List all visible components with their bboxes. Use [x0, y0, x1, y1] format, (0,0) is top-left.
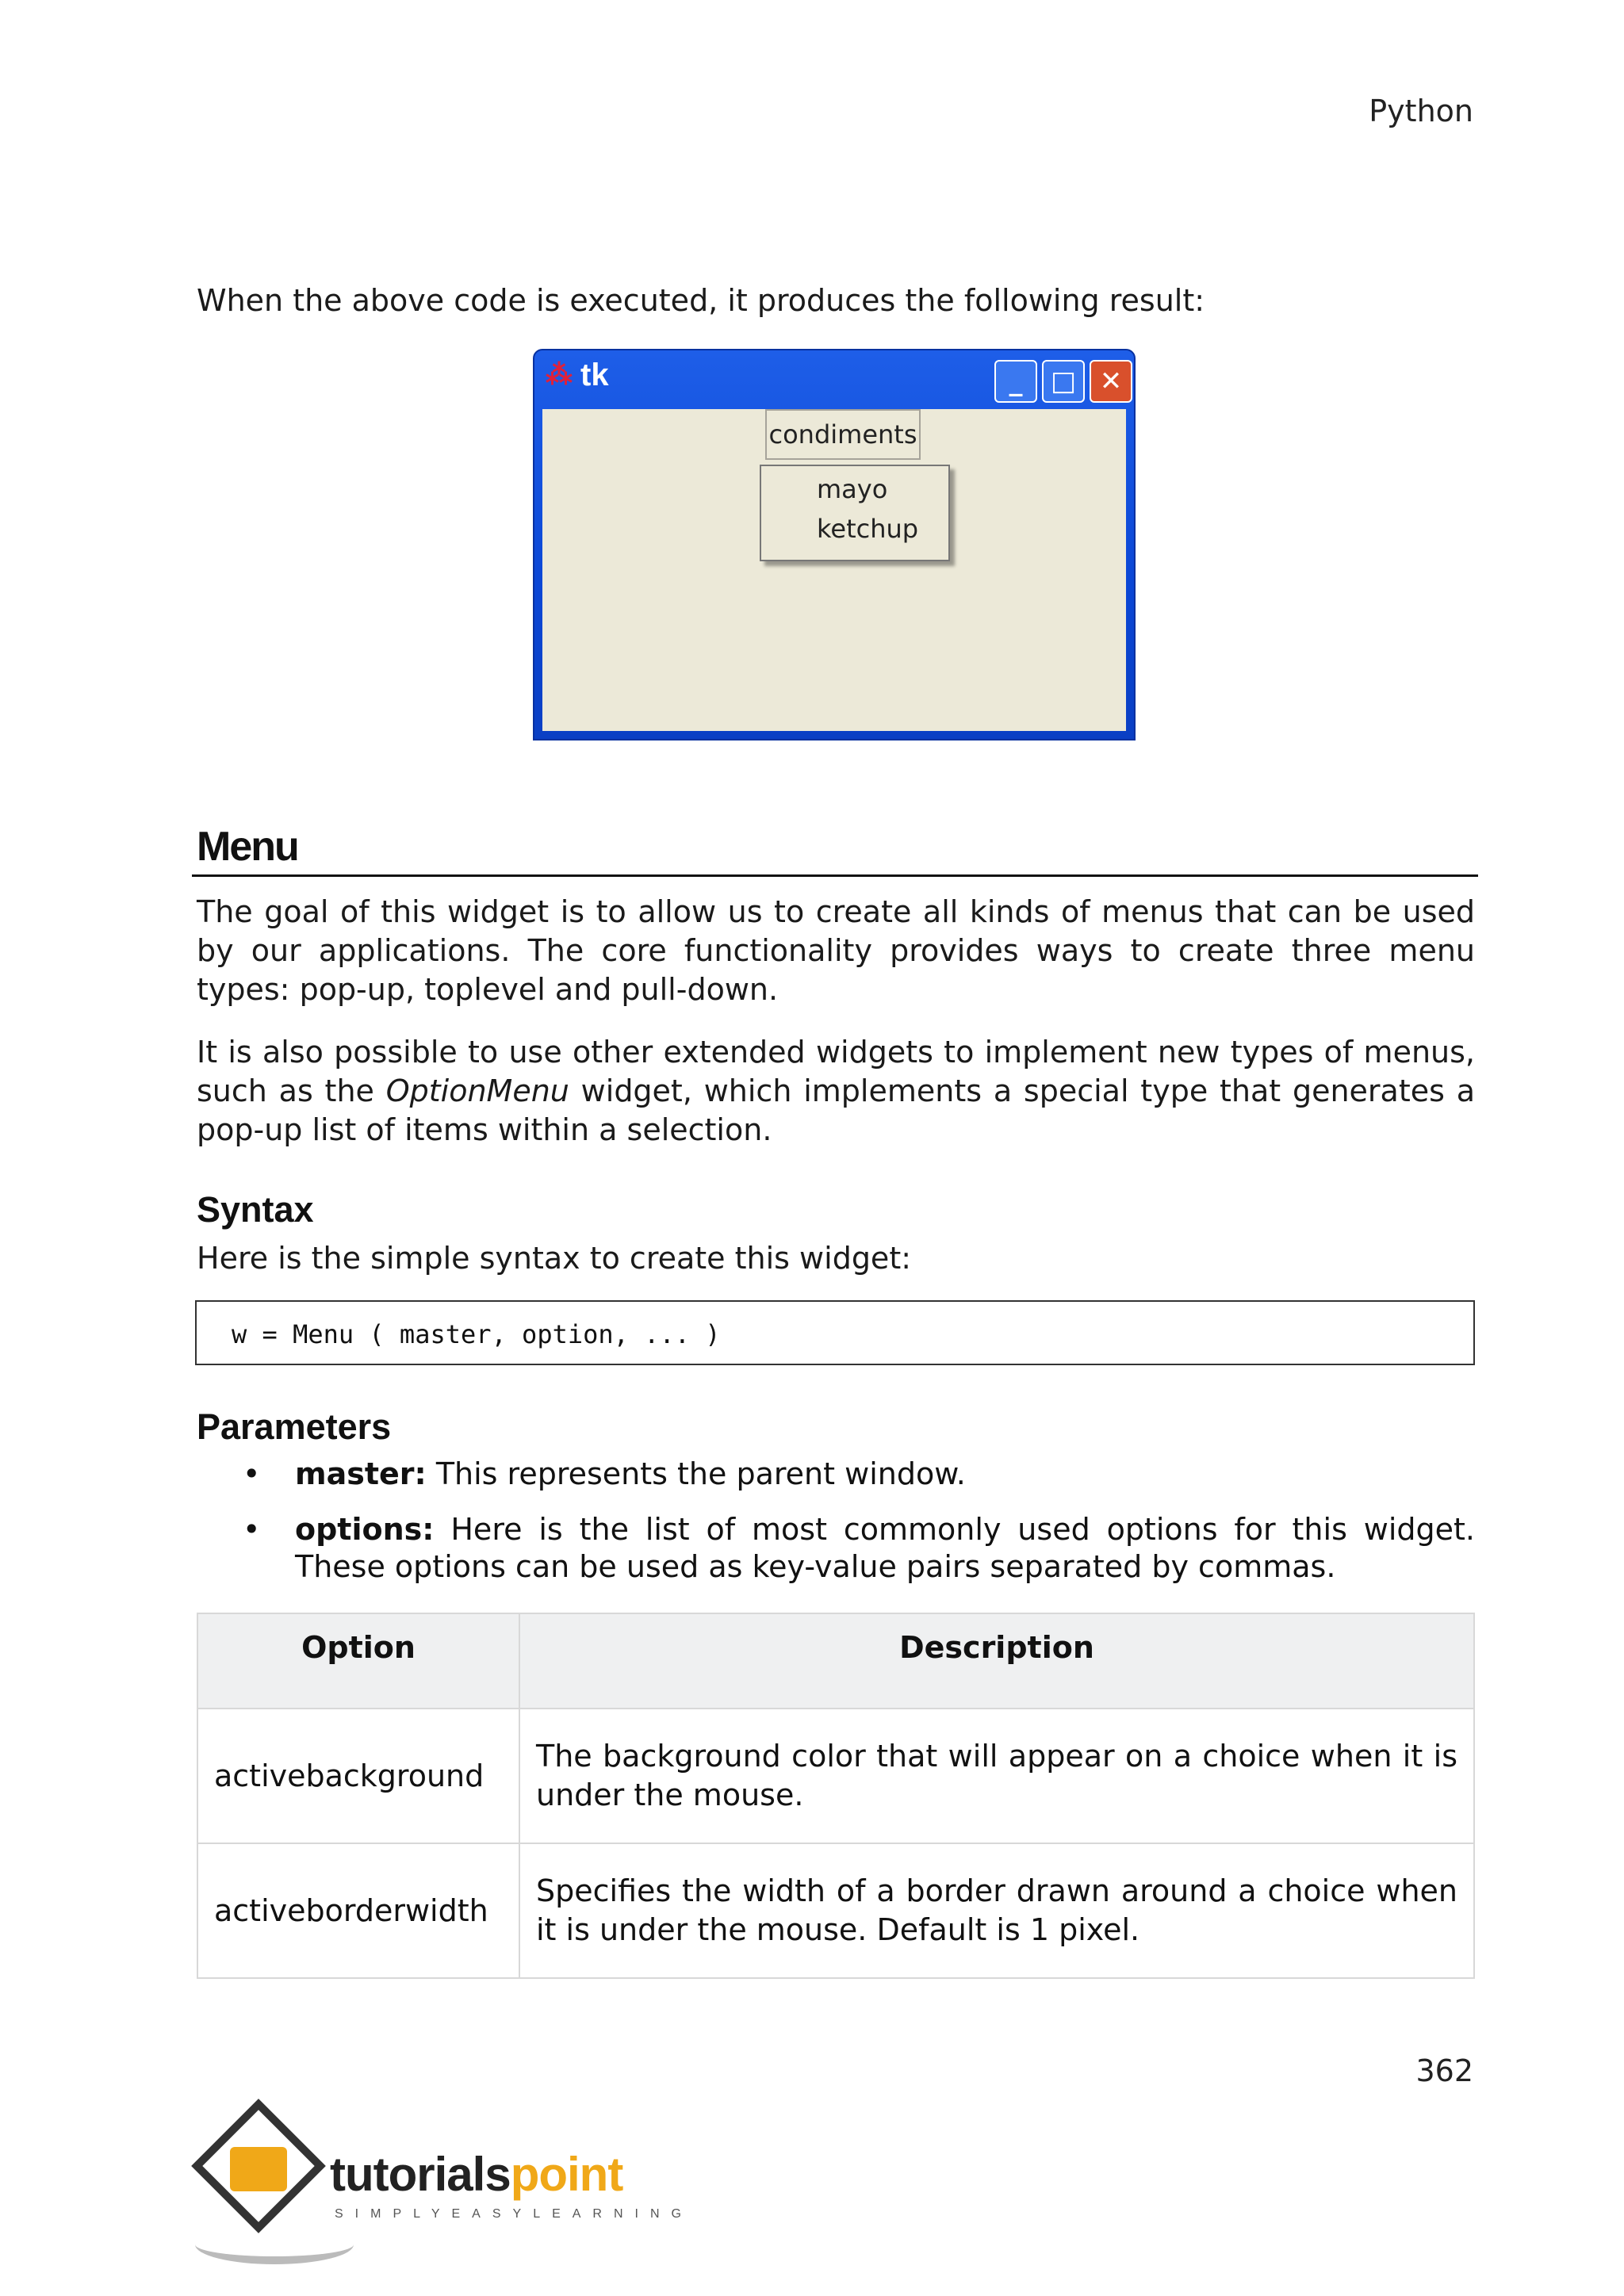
- optionmenu-term: OptionMenu: [385, 1073, 569, 1108]
- tk-window-screenshot: [533, 349, 1136, 740]
- window-client-area: [542, 409, 1126, 731]
- menu-item-mayo: mayo: [817, 474, 888, 504]
- logo-swoosh: [195, 2225, 354, 2264]
- dropdown-menu: [760, 465, 950, 561]
- maximize-icon: □: [1042, 360, 1085, 403]
- window-titlebar: [546, 350, 609, 400]
- option-cell: activeborderwidth: [197, 1843, 519, 1978]
- section-title: Menu: [197, 824, 298, 870]
- header-description: Description: [519, 1613, 1474, 1709]
- table-row: [197, 1709, 1474, 1843]
- tk-feather-icon: ⁂: [546, 360, 573, 390]
- bullet-options: • options: Here is the list of most commonly used options for this widget. These options can be used as key-value pairs separated by commas.: [243, 1512, 1475, 1584]
- menu-paragraph-1: The goal of this widget is to allow us to create all kinds of menus that can be used by our applications. The core functionality provides ways to create three menu types: pop-up, toplevel and pull-down.: [197, 894, 1475, 1007]
- description-cell: Specifies the width of a border drawn around a choice when it is under the mouse. Default is 1 pixel.: [519, 1843, 1474, 1978]
- syntax-heading: Syntax: [197, 1189, 314, 1230]
- option-cell: activebackground: [197, 1709, 519, 1843]
- table-header-row: [197, 1613, 1474, 1709]
- logo-wordmark: tutorialspoint: [330, 2148, 623, 2201]
- parameters-heading: Parameters: [197, 1406, 392, 1447]
- description-cell: The background color that will appear on a choice when it is under the mouse.: [519, 1709, 1474, 1843]
- logo-tagline: SIMPLYEASYLEARNING: [335, 2207, 693, 2221]
- code-line: w = Menu ( master, option, ... ): [232, 1319, 721, 1349]
- window-title: tk: [580, 357, 609, 392]
- table-row: [197, 1843, 1474, 1978]
- section-rule: [192, 874, 1478, 877]
- header-option: Option: [197, 1613, 519, 1709]
- minimize-icon: _: [994, 360, 1037, 403]
- bullet-master: • master: This represents the parent window.: [243, 1456, 966, 1491]
- page-number: 362: [1415, 2053, 1473, 2088]
- menu-paragraph-2: It is also possible to use other extended widgets to implement new types of menus, such as the OptionMenu widget, which implements a special type that generates a pop-up list of items within a selection.: [197, 1035, 1476, 1147]
- menu-item-ketchup: ketchup: [817, 514, 919, 544]
- close-icon: ✕: [1090, 360, 1132, 403]
- page-header: Python: [1369, 94, 1473, 128]
- tutorialspoint-logo: [195, 2106, 693, 2264]
- intro-text: When the above code is executed, it produces the following result:: [197, 283, 1205, 318]
- options-table: [197, 1613, 1475, 1979]
- logo-book-icon: [230, 2147, 287, 2191]
- code-block: [195, 1300, 1475, 1365]
- syntax-text: Here is the simple syntax to create this widget:: [197, 1241, 912, 1276]
- condiments-menu-button: condiments: [765, 409, 921, 460]
